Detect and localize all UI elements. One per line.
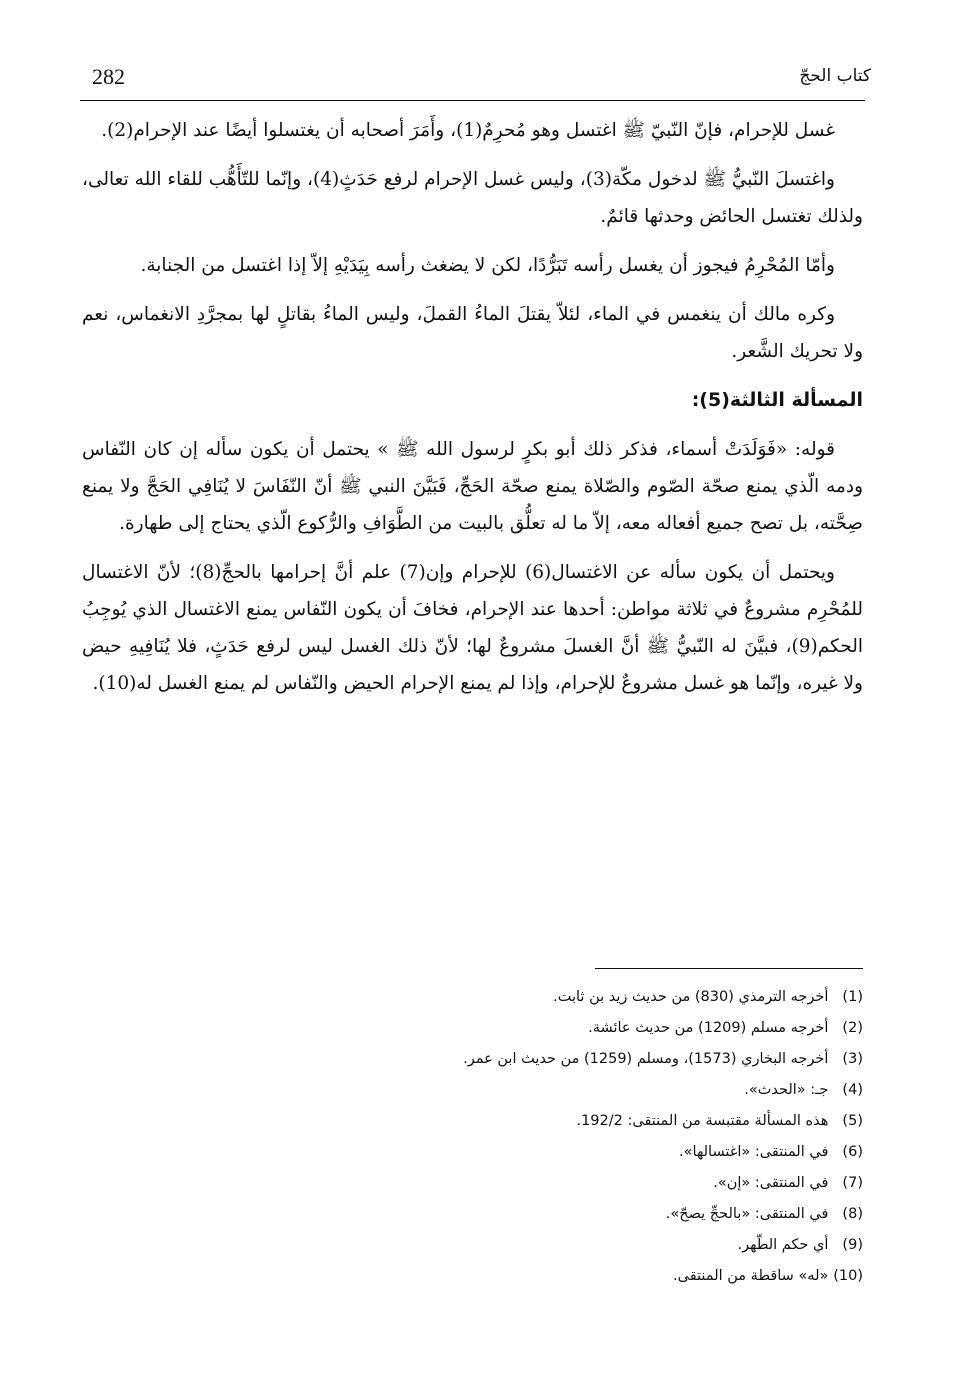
footnote-item — [82, 1199, 863, 1230]
footnote-item — [82, 982, 863, 1013]
footnote-item — [82, 1230, 863, 1261]
footnote-item — [82, 1137, 863, 1168]
footnote-number: (9) — [842, 1237, 863, 1253]
footnote-text: أخرجه البخاري (1573)، ومسلم (1259) من حديث ابن عمر. — [463, 1051, 829, 1067]
footnote-number: (3) — [842, 1051, 863, 1067]
page-header — [80, 62, 875, 102]
footnote-text: جـ: «الحدث». — [744, 1082, 829, 1098]
paragraph: وكره مالك أن ينغمس في الماء، لئلاّ يقتلَ الماءُ القملَ، وليس الماءُ بقاتلٍ لها بمجرَّدِ الانغماس، نعم ولا تحريك الشَّعر. — [82, 304, 863, 362]
section-heading: المسألة الثالثة(5): — [691, 389, 863, 411]
page-number: 282 — [92, 64, 125, 89]
footnote-item — [82, 1075, 863, 1106]
footnote-number: (6) — [842, 1144, 863, 1160]
paragraph: واغتسلَ النّبيُّ ﷺ لدخول مكّة(3)، وليس غسل الإحرام لرفع حَدَثٍ(4)، وإنّما للتّأَهُّب للقاء الله تعالى، ولذلك تغتسل الحائض وحدثها قائمٌ. — [82, 169, 863, 227]
footnote-divider — [595, 968, 863, 969]
paragraph: غسل للإحرام، فإنّ النّبيّ ﷺ اغتسل وهو مُحرِمٌ(1)، وأَمَرَ أصحابه أن يغتسلوا أيضًا عند الإحرام(2). — [101, 120, 835, 141]
running-title: كتاب الحجّ — [799, 66, 871, 86]
footnote-text: أخرجه الترمذي (830) من حديث زيد بن ثابت. — [553, 989, 829, 1005]
footnote-item — [82, 1106, 863, 1137]
footnote-item — [82, 1013, 863, 1044]
footnote-text: هذه المسألة مقتبسة من المنتقى: 192/2. — [576, 1113, 829, 1129]
footnote-text: أخرجه مسلم (1209) من حديث عائشة. — [588, 1020, 829, 1036]
footnote-number: (7) — [842, 1175, 863, 1191]
footnote-text: «له» ساقطة من المنتقى. — [673, 1268, 829, 1284]
footnote-item — [82, 1168, 863, 1199]
footnote-text: في المنتقى: «إن». — [713, 1175, 829, 1191]
paragraph: وأمّا المُحْرِمُ فيجوز أن يغسل رأسه تَبَرُّدًا، لكن لا يضغث رأسه بِيَدَيْهِ إلاّ إذا اغتسل من الجنابة. — [140, 255, 835, 276]
main-text — [82, 112, 863, 714]
footnote-text: في المنتقى: «اغتسالها». — [679, 1144, 829, 1160]
footnote-text: أي حكم الطّهر. — [737, 1237, 829, 1253]
footnote-text: في المنتقى: «بالحجِّ يصحّ». — [665, 1206, 829, 1222]
paragraph: قوله: «فَوَلَدَتْ أسماء، فذكر ذلك أبو بكرٍ لرسول الله ﷺ » يحتمل أن يكون سأله إن كان النّفاس ودمه الّذي يمنع صحّة الصّوم والصّلاة يمنع صحّة الحَجِّ، فَبَيَّنَ النبي ﷺ أنّ النّفَاسَ لا يُنَافِي الحَجَّ ولا يمنع صِحَّته، بل تصح جميع أفعاله معه، إلاّ ما له تعلُّق بالبيت من الطَّوَافِ والرُّكوع الّذي يحتاج إلى طهارة. — [82, 439, 863, 534]
footnote-number: (4) — [842, 1082, 863, 1098]
footnote-item — [82, 1044, 863, 1075]
footnote-number: (10) — [833, 1268, 863, 1284]
footnote-number: (5) — [842, 1113, 863, 1129]
paragraph: ويحتمل أن يكون سأله عن الاغتسال(6) للإحرام وإن(7) علم أنَّ إحرامها بالحجِّ(8)؛ لأنّ الاغتسال للمُحْرِم مشروعٌ في ثلاثة مواطن: أحدها عند الإحرام، فخافَ أن يكون النّفاس يمنع الاغتسال الذي يُوجِبُ الحكم(9)، فبيَّنَ له النّبيُّ ﷺ أنَّ الغسلَ مشروعٌ لها؛ لأنّ ذلك الغسل ليس لرفع حَدَثٍ، فلا يُنَافِيهِ حيض ولا غيره، وإنّما هو غسل مشروعٌ للإحرام، وإذا لم يمنع الإحرام الحيض والنّفاس لم يمنع الغسل له(10). — [82, 562, 863, 694]
header-divider — [80, 100, 865, 101]
footnote-number: (2) — [842, 1020, 863, 1036]
footnote-number: (8) — [842, 1206, 863, 1222]
footnote-item — [82, 1261, 863, 1292]
footnote-number: (1) — [842, 989, 863, 1005]
footnotes-list — [82, 982, 863, 1292]
